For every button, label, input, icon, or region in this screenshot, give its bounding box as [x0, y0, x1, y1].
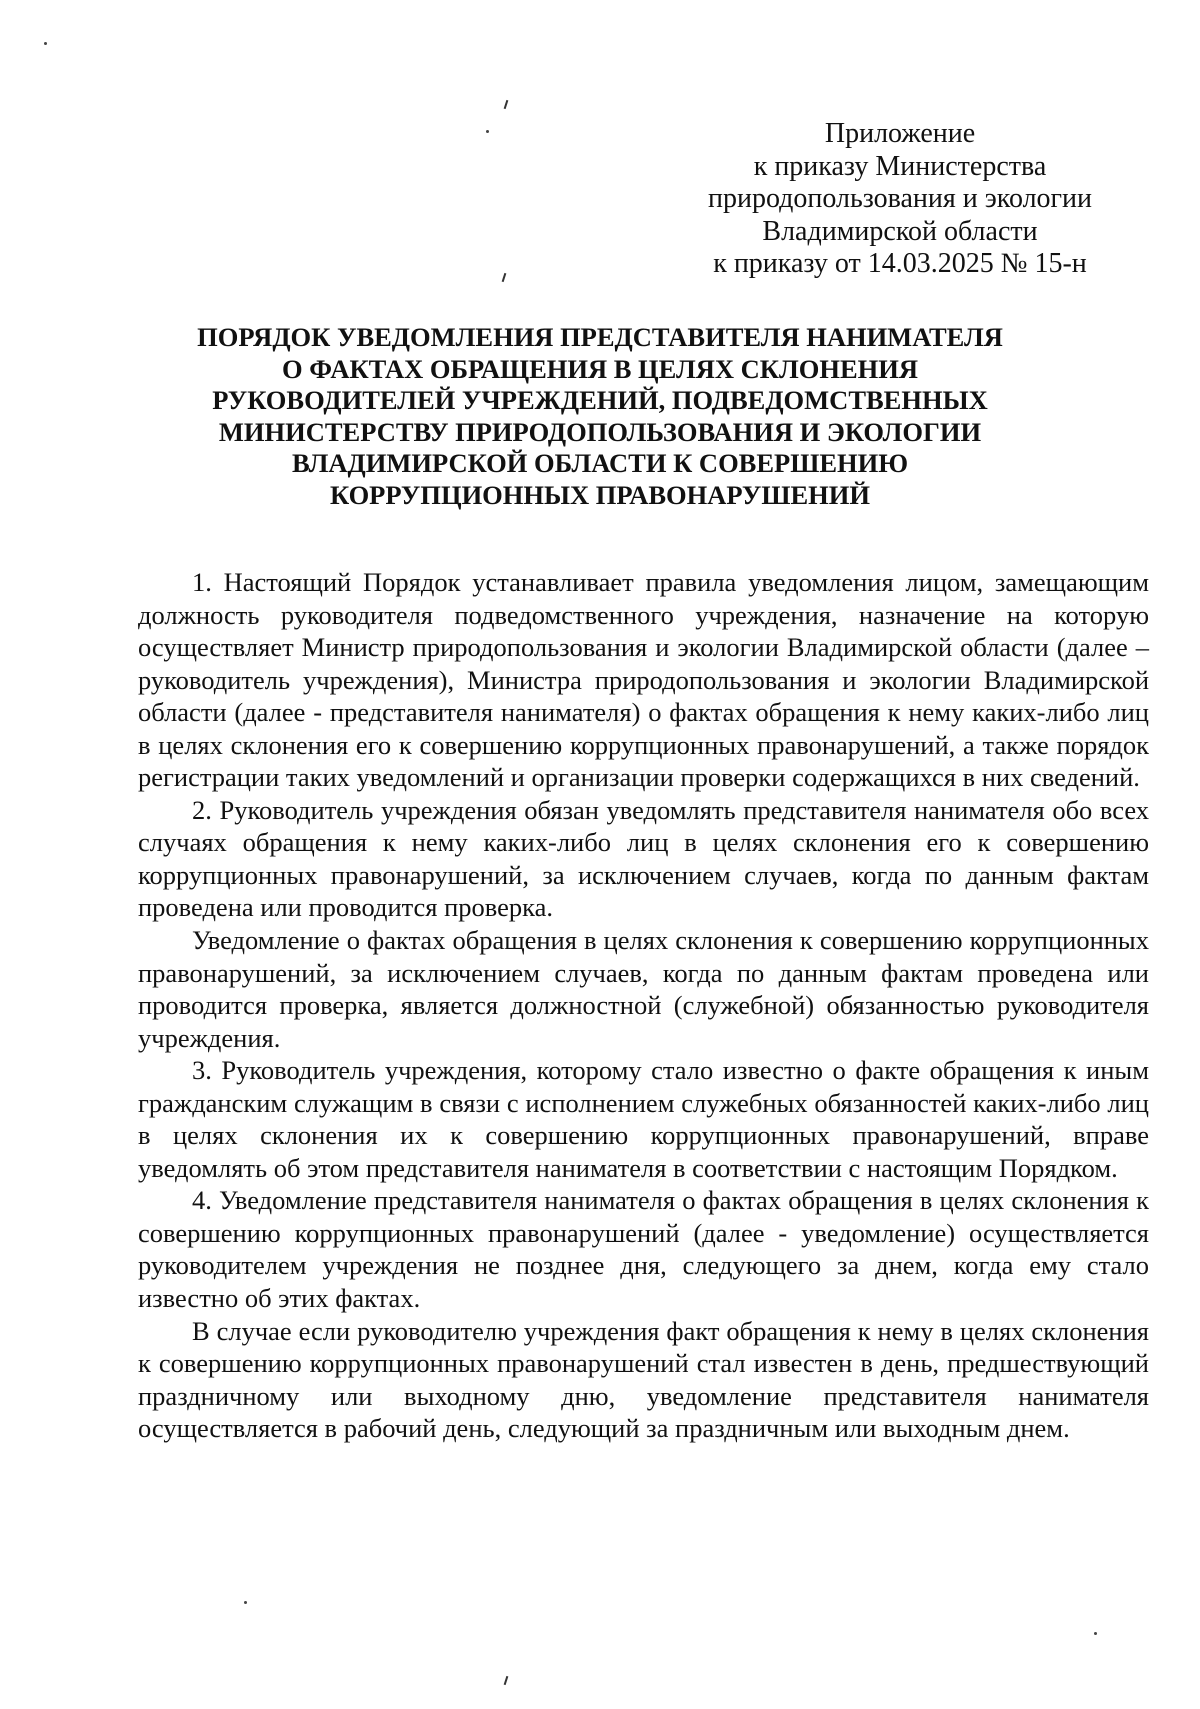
appendix-line: Владимирской области [762, 215, 1038, 247]
appendix-header [700, 118, 1100, 281]
paragraph: 3. Руководитель учреждения, которому стало известно о факте обращения к иным гражданским служащим в связи с исполнением служебных обязанностей каких-либо лиц в целях склонения их к совершению коррупционных правонарушений, вправе уведомлять об этом представителя нанимателя в соответствии с настоящим Порядком. [138, 1055, 1149, 1183]
paragraph: Уведомление о фактах обращения в целях склонения к совершению коррупционных правонарушений, за исключением случаев, когда по данным фактам проведена или проводится проверка, является должностной (служебной) обязанностью руководителя учреждения. [138, 925, 1149, 1053]
scan-speck [1094, 1632, 1097, 1635]
scan-speck [44, 42, 47, 45]
title-line: ВЛАДИМИРСКОЙ ОБЛАСТИ К СОВЕРШЕНИЮ [291, 448, 909, 479]
scan-speck [244, 1601, 247, 1604]
appendix-line: к приказу Министерства [753, 150, 1047, 182]
scan-speck [502, 273, 507, 282]
title-line: КОРРУПЦИОННЫХ ПРАВОНАРУШЕНИЙ [330, 479, 870, 510]
paragraph: 2. Руководитель учреждения обязан уведомлять представителя нанимателя обо всех случаях обращения к нему каких-либо лиц в целях склонения его к совершению коррупционных правонарушений, за исключением случаев, когда по данным фактам проведена или проводится проверка. [138, 794, 1149, 923]
appendix-line: Приложение [824, 118, 976, 149]
scan-speck [504, 100, 509, 109]
paragraph: 4. Уведомление представителя нанимателя о фактах обращения в целях склонения к совершению коррупционных правонарушений (далее - уведомление) осуществляется руководителем учреждения не позднее дня, следующего за днем, когда ему стало известно об этих фактах. [138, 1185, 1149, 1314]
title-line: ПОРЯДОК УВЕДОМЛЕНИЯ ПРЕДСТАВИТЕЛЯ НАНИМАТЕЛЯ [197, 322, 1003, 352]
paragraph: 1. Настоящий Порядок устанавливает правила уведомления лицом, замещающим должность руководителя подведомственного учреждения, назначение на которую осуществляет Министр природопользования и экологии Владимирской области (далее – руководитель учреждения), Министра природопользования и экологии Владимирской области (далее - представителя нанимателя) о фактах обращения к нему каких-либо лиц в целях склонения его к совершению коррупционных правонарушений, а также порядок регистрации таких уведомлений и организации проверки содержащихся в них сведений. [138, 567, 1149, 793]
document-title [100, 322, 1100, 512]
title-line: МИНИСТЕРСТВУ ПРИРОДОПОЛЬЗОВАНИЯ И ЭКОЛОГИИ [218, 416, 982, 447]
scan-speck [504, 1676, 509, 1685]
scan-speck [486, 130, 489, 133]
paragraph: В случае если руководителю учреждения факт обращения к нему в целях склонения к совершению коррупционных правонарушений стал известен в день, предшествующий праздничному или выходному дню, уведомление представителя нанимателя осуществляется в рабочий день, следующий за праздничным или выходным днем. [138, 1315, 1149, 1444]
appendix-line: природопользования и экологии [707, 183, 1093, 214]
appendix-line: к приказу от 14.03.2025 № 15-н [713, 248, 1087, 279]
document-body [138, 566, 1149, 1445]
title-line: РУКОВОДИТЕЛЕЙ УЧРЕЖДЕНИЙ, ПОДВЕДОМСТВЕННЫХ [212, 385, 988, 416]
title-line: О ФАКТАХ ОБРАЩЕНИЯ В ЦЕЛЯХ СКЛОНЕНИЯ [281, 353, 918, 384]
